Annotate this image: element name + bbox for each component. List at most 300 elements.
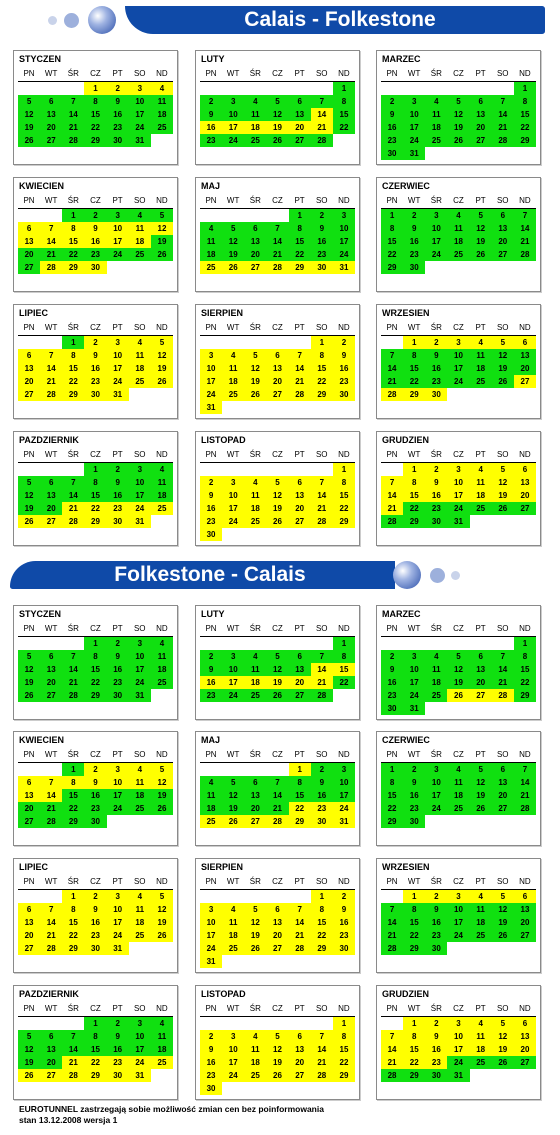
day-cell: 12 — [492, 349, 514, 362]
weekday-label: PN — [23, 1004, 35, 1013]
day-cell: 1 — [403, 1017, 425, 1030]
day-cell: 25 — [244, 134, 266, 147]
day-cell: 2 — [107, 463, 129, 476]
day-cell: 18 — [222, 375, 244, 388]
month-calendar — [376, 177, 541, 292]
day-cell: 22 — [84, 121, 106, 134]
weekday-label: ND — [519, 69, 531, 78]
day-cell: 26 — [266, 1069, 288, 1082]
week-row — [18, 1069, 173, 1082]
day-cell: 11 — [244, 108, 266, 121]
weekday-label: WT — [226, 1004, 240, 1013]
day-cell: 13 — [244, 235, 266, 248]
day-cell: 29 — [514, 689, 536, 702]
day-cell: 7 — [266, 776, 288, 789]
day-cell: 31 — [447, 515, 469, 528]
month-name: STYCZEN — [19, 609, 62, 619]
day-cell: 19 — [470, 235, 492, 248]
day-cell: 9 — [84, 776, 106, 789]
day-cell: 6 — [289, 95, 311, 108]
month-name: KWIECIEN — [19, 735, 64, 745]
day-cell: 8 — [381, 776, 403, 789]
weekday-label: SO — [496, 69, 509, 78]
month-name: LISTOPAD — [201, 435, 246, 445]
day-cell: 24 — [107, 802, 129, 815]
day-cell: 9 — [311, 222, 333, 235]
day-cell: 27 — [266, 388, 288, 401]
day-cell: 11 — [129, 903, 151, 916]
day-cell: 3 — [447, 336, 469, 349]
day-cell: 19 — [447, 676, 469, 689]
day-cell: 30 — [425, 388, 447, 401]
weekday-label: PT — [112, 323, 123, 332]
month-name: PAZDZIERNIK — [19, 435, 79, 445]
week-row — [381, 1043, 536, 1056]
day-cell: 20 — [514, 362, 536, 375]
section-title: Calais - Folkestone — [244, 8, 436, 31]
weekday-label: PN — [205, 69, 217, 78]
day-cell: 26 — [151, 375, 173, 388]
day-cell: 28 — [514, 248, 536, 261]
day-cell: 2 — [381, 650, 403, 663]
weekday-label: PN — [23, 877, 35, 886]
day-cell: 29 — [311, 388, 333, 401]
weekday-label: CZ — [272, 877, 283, 886]
weekday-label: PN — [205, 196, 217, 205]
week-row — [200, 903, 355, 916]
day-cell: 6 — [470, 95, 492, 108]
day-cell: 12 — [244, 362, 266, 375]
day-cell: 29 — [403, 942, 425, 955]
day-cell: 25 — [129, 929, 151, 942]
weekday-label: WT — [407, 196, 421, 205]
day-cell: 14 — [381, 916, 403, 929]
weekday-label: CZ — [272, 1004, 283, 1013]
day-cell: 3 — [129, 463, 151, 476]
day-cell: 24 — [200, 942, 222, 955]
day-cell: 9 — [107, 1030, 129, 1043]
weekday-label: ŚR — [249, 323, 261, 332]
day-cell: 6 — [266, 349, 288, 362]
weekday-header — [200, 450, 355, 463]
weekday-label: WT — [44, 624, 58, 633]
week-row — [18, 1056, 173, 1069]
day-cell: 17 — [447, 916, 469, 929]
day-cell: 14 — [40, 789, 62, 802]
day-cell: 25 — [244, 515, 266, 528]
week-row — [18, 375, 173, 388]
weekday-label: ŚR — [430, 323, 442, 332]
week-row — [381, 890, 536, 903]
day-cell: 6 — [244, 776, 266, 789]
day-cell: 17 — [333, 235, 355, 248]
day-cell: 23 — [84, 929, 106, 942]
day-cell: 13 — [470, 108, 492, 121]
month-calendar — [376, 431, 541, 546]
day-cell: 9 — [107, 95, 129, 108]
day-cell: 28 — [40, 388, 62, 401]
day-cell: 20 — [492, 789, 514, 802]
weekday-label: ND — [156, 196, 168, 205]
day-cell: 2 — [425, 463, 447, 476]
day-cell: 14 — [62, 663, 84, 676]
day-cell: 10 — [222, 489, 244, 502]
day-cell: 21 — [40, 802, 62, 815]
day-cell: 14 — [40, 235, 62, 248]
day-cell: 18 — [470, 489, 492, 502]
day-cell: 10 — [447, 476, 469, 489]
day-cell: 10 — [425, 776, 447, 789]
day-cell: 8 — [84, 1030, 106, 1043]
day-cell: 24 — [222, 134, 244, 147]
day-cell: 29 — [333, 1069, 355, 1082]
week-row — [381, 147, 536, 160]
day-cell: 19 — [492, 489, 514, 502]
month-name: LIPIEC — [19, 862, 49, 872]
day-cell: 26 — [18, 515, 40, 528]
weekday-label: PN — [205, 1004, 217, 1013]
day-cell: 27 — [514, 1056, 536, 1069]
day-grid — [200, 763, 355, 828]
day-cell: 28 — [492, 134, 514, 147]
day-cell: 4 — [222, 349, 244, 362]
day-cell: 15 — [381, 789, 403, 802]
day-cell: 19 — [470, 789, 492, 802]
day-cell: 27 — [18, 942, 40, 955]
weekday-label: ND — [519, 750, 531, 759]
day-cell: 26 — [222, 261, 244, 274]
day-cell: 21 — [311, 676, 333, 689]
day-cell: 16 — [107, 663, 129, 676]
day-grid — [18, 336, 173, 401]
day-cell: 10 — [447, 349, 469, 362]
day-cell: 12 — [266, 108, 288, 121]
day-cell: 18 — [151, 108, 173, 121]
footer-line-2: stan 13.12.2008 wersja 1 — [19, 1115, 118, 1125]
day-cell: 8 — [333, 476, 355, 489]
day-cell: 26 — [470, 248, 492, 261]
day-cell: 31 — [129, 689, 151, 702]
day-cell: 24 — [447, 929, 469, 942]
day-cell: 26 — [222, 815, 244, 828]
weekday-label: ND — [519, 624, 531, 633]
day-cell: 30 — [403, 815, 425, 828]
day-cell: 22 — [289, 248, 311, 261]
day-cell: 3 — [222, 650, 244, 663]
day-cell: 23 — [425, 502, 447, 515]
day-cell: 24 — [222, 1069, 244, 1082]
weekday-label: WT — [407, 877, 421, 886]
weekday-label: PT — [112, 1004, 123, 1013]
day-cell: 7 — [40, 349, 62, 362]
day-cell: 11 — [222, 916, 244, 929]
week-row — [200, 650, 355, 663]
day-cell: 21 — [62, 502, 84, 515]
day-cell: 6 — [514, 463, 536, 476]
weekday-label: PT — [294, 877, 305, 886]
day-cell: 3 — [129, 1017, 151, 1030]
weekday-label: ND — [519, 323, 531, 332]
footer-line-1: EUROTUNNEL zastrzegają sobie możliwość zmian cen bez poinformowania — [19, 1104, 324, 1114]
day-cell: 30 — [107, 134, 129, 147]
day-cell: 26 — [266, 689, 288, 702]
weekday-label: ND — [156, 69, 168, 78]
weekday-label: CZ — [453, 877, 464, 886]
day-cell: 3 — [447, 890, 469, 903]
day-cell: 2 — [381, 95, 403, 108]
day-cell: 9 — [200, 1043, 222, 1056]
day-cell: 14 — [311, 489, 333, 502]
weekday-label: PN — [205, 750, 217, 759]
week-row — [200, 121, 355, 134]
day-cell: 24 — [107, 929, 129, 942]
day-cell: 20 — [18, 929, 40, 942]
weekday-label: SO — [496, 877, 509, 886]
day-cell: 26 — [492, 929, 514, 942]
month-name: GRUDZIEN — [382, 989, 429, 999]
weekday-header — [200, 69, 355, 82]
day-cell: 6 — [514, 890, 536, 903]
day-cell: 19 — [151, 916, 173, 929]
day-cell: 13 — [266, 362, 288, 375]
weekday-label: SO — [133, 624, 146, 633]
day-cell: 26 — [151, 802, 173, 815]
week-row — [200, 942, 355, 955]
day-cell: 14 — [492, 663, 514, 676]
day-cell: 4 — [151, 1017, 173, 1030]
day-cell: 4 — [129, 890, 151, 903]
day-cell: 19 — [447, 121, 469, 134]
day-cell: 8 — [333, 650, 355, 663]
day-cell: 17 — [200, 375, 222, 388]
weekday-label: ND — [519, 1004, 531, 1013]
day-cell: 22 — [333, 502, 355, 515]
day-cell: 3 — [200, 903, 222, 916]
day-cell: 3 — [333, 763, 355, 776]
weekday-label: PT — [475, 624, 486, 633]
day-cell: 7 — [514, 763, 536, 776]
day-cell: 30 — [403, 261, 425, 274]
day-cell: 14 — [62, 489, 84, 502]
day-cell: 13 — [40, 1043, 62, 1056]
day-cell: 17 — [447, 362, 469, 375]
weekday-label: CZ — [453, 69, 464, 78]
day-cell: 26 — [18, 1069, 40, 1082]
week-row — [200, 82, 355, 95]
weekday-label: PT — [475, 450, 486, 459]
day-cell: 18 — [129, 916, 151, 929]
day-cell: 9 — [333, 349, 355, 362]
day-cell: 19 — [492, 362, 514, 375]
week-row — [200, 1043, 355, 1056]
day-cell: 6 — [289, 1030, 311, 1043]
weekday-label: ND — [338, 877, 350, 886]
week-row — [18, 515, 173, 528]
month-calendar — [13, 858, 178, 973]
day-cell: 2 — [84, 336, 106, 349]
weekday-label: CZ — [272, 323, 283, 332]
day-cell: 7 — [492, 95, 514, 108]
weekday-header — [18, 196, 173, 209]
day-cell: 30 — [311, 815, 333, 828]
weekday-label: WT — [407, 69, 421, 78]
week-row — [200, 1030, 355, 1043]
month-calendar — [195, 605, 360, 720]
day-cell: 16 — [333, 916, 355, 929]
day-cell: 8 — [403, 903, 425, 916]
weekday-label: ND — [519, 196, 531, 205]
day-cell: 6 — [266, 903, 288, 916]
day-cell: 20 — [289, 676, 311, 689]
day-cell: 9 — [84, 903, 106, 916]
weekday-label: WT — [44, 877, 58, 886]
month-calendar — [195, 731, 360, 846]
day-cell: 17 — [403, 676, 425, 689]
day-cell: 12 — [18, 489, 40, 502]
day-cell: 3 — [425, 763, 447, 776]
day-cell: 18 — [151, 663, 173, 676]
weekday-label: SO — [496, 750, 509, 759]
day-cell: 15 — [62, 235, 84, 248]
day-cell: 17 — [129, 1043, 151, 1056]
day-cell: 21 — [40, 375, 62, 388]
day-cell: 10 — [425, 222, 447, 235]
day-cell: 14 — [381, 362, 403, 375]
day-cell: 3 — [222, 476, 244, 489]
day-cell: 6 — [40, 476, 62, 489]
day-cell: 1 — [62, 336, 84, 349]
day-cell: 4 — [470, 463, 492, 476]
day-cell: 2 — [311, 763, 333, 776]
weekday-label: WT — [407, 323, 421, 332]
day-cell: 1 — [84, 1017, 106, 1030]
day-cell: 11 — [129, 349, 151, 362]
week-row — [381, 1017, 536, 1030]
weekday-label: WT — [226, 877, 240, 886]
day-cell: 8 — [84, 650, 106, 663]
day-cell: 2 — [425, 336, 447, 349]
day-cell: 5 — [492, 463, 514, 476]
weekday-label: ŚR — [67, 450, 79, 459]
day-cell: 17 — [222, 121, 244, 134]
day-cell: 11 — [151, 1030, 173, 1043]
day-cell: 29 — [311, 942, 333, 955]
weekday-label: ND — [519, 877, 531, 886]
day-cell: 6 — [40, 95, 62, 108]
weekday-label: ŚR — [67, 750, 79, 759]
day-cell: 7 — [381, 349, 403, 362]
weekday-header — [200, 624, 355, 637]
week-row — [381, 235, 536, 248]
day-cell: 19 — [18, 121, 40, 134]
day-cell: 8 — [62, 903, 84, 916]
day-cell: 28 — [62, 689, 84, 702]
day-cell: 24 — [403, 134, 425, 147]
day-cell: 6 — [40, 1030, 62, 1043]
day-cell: 1 — [514, 82, 536, 95]
week-row — [200, 222, 355, 235]
weekday-label: ŚR — [249, 877, 261, 886]
weekday-label: ŚR — [67, 1004, 79, 1013]
day-cell: 11 — [222, 362, 244, 375]
day-cell: 12 — [151, 222, 173, 235]
day-cell: 5 — [492, 1017, 514, 1030]
week-row — [18, 121, 173, 134]
weekday-label: ND — [519, 450, 531, 459]
day-cell: 16 — [403, 235, 425, 248]
day-cell: 20 — [289, 121, 311, 134]
weekday-label: CZ — [453, 196, 464, 205]
day-cell: 23 — [200, 515, 222, 528]
day-cell: 21 — [62, 676, 84, 689]
day-cell: 27 — [40, 689, 62, 702]
day-cell: 13 — [289, 489, 311, 502]
weekday-label: PT — [475, 69, 486, 78]
week-row — [18, 235, 173, 248]
day-cell: 20 — [514, 1043, 536, 1056]
day-cell: 26 — [447, 689, 469, 702]
day-cell: 1 — [289, 763, 311, 776]
day-cell: 5 — [18, 650, 40, 663]
day-cell: 2 — [333, 336, 355, 349]
month-name: LUTY — [201, 609, 225, 619]
day-cell: 3 — [425, 209, 447, 222]
week-row — [381, 916, 536, 929]
day-grid — [381, 209, 536, 274]
day-cell: 7 — [62, 476, 84, 489]
weekday-label: ND — [156, 624, 168, 633]
week-row — [200, 1017, 355, 1030]
week-row — [18, 689, 173, 702]
day-cell: 23 — [107, 121, 129, 134]
day-cell: 15 — [403, 489, 425, 502]
day-cell: 6 — [470, 650, 492, 663]
day-cell: 21 — [266, 248, 288, 261]
weekday-label: SO — [133, 323, 146, 332]
day-cell: 10 — [107, 776, 129, 789]
day-cell: 22 — [403, 1056, 425, 1069]
weekday-label: SO — [315, 323, 328, 332]
day-cell: 15 — [84, 1043, 106, 1056]
day-cell: 16 — [200, 121, 222, 134]
weekday-header — [18, 323, 173, 336]
day-cell: 9 — [381, 663, 403, 676]
day-cell: 30 — [200, 528, 222, 541]
day-cell: 16 — [425, 489, 447, 502]
day-cell: 18 — [425, 121, 447, 134]
weekday-label: PN — [386, 750, 398, 759]
week-row — [18, 1043, 173, 1056]
day-cell: 8 — [403, 476, 425, 489]
day-grid — [200, 637, 355, 702]
weekday-label: CZ — [453, 323, 464, 332]
day-cell: 14 — [266, 235, 288, 248]
day-cell: 26 — [18, 134, 40, 147]
day-cell: 18 — [447, 235, 469, 248]
day-cell: 4 — [129, 336, 151, 349]
day-cell: 26 — [492, 375, 514, 388]
day-cell: 13 — [18, 916, 40, 929]
day-cell: 30 — [381, 147, 403, 160]
day-cell: 15 — [311, 362, 333, 375]
day-cell: 28 — [381, 388, 403, 401]
day-grid — [200, 463, 355, 541]
day-cell: 26 — [470, 802, 492, 815]
day-cell: 17 — [447, 1043, 469, 1056]
day-cell: 15 — [514, 108, 536, 121]
week-row — [200, 802, 355, 815]
weekday-label: PT — [294, 323, 305, 332]
